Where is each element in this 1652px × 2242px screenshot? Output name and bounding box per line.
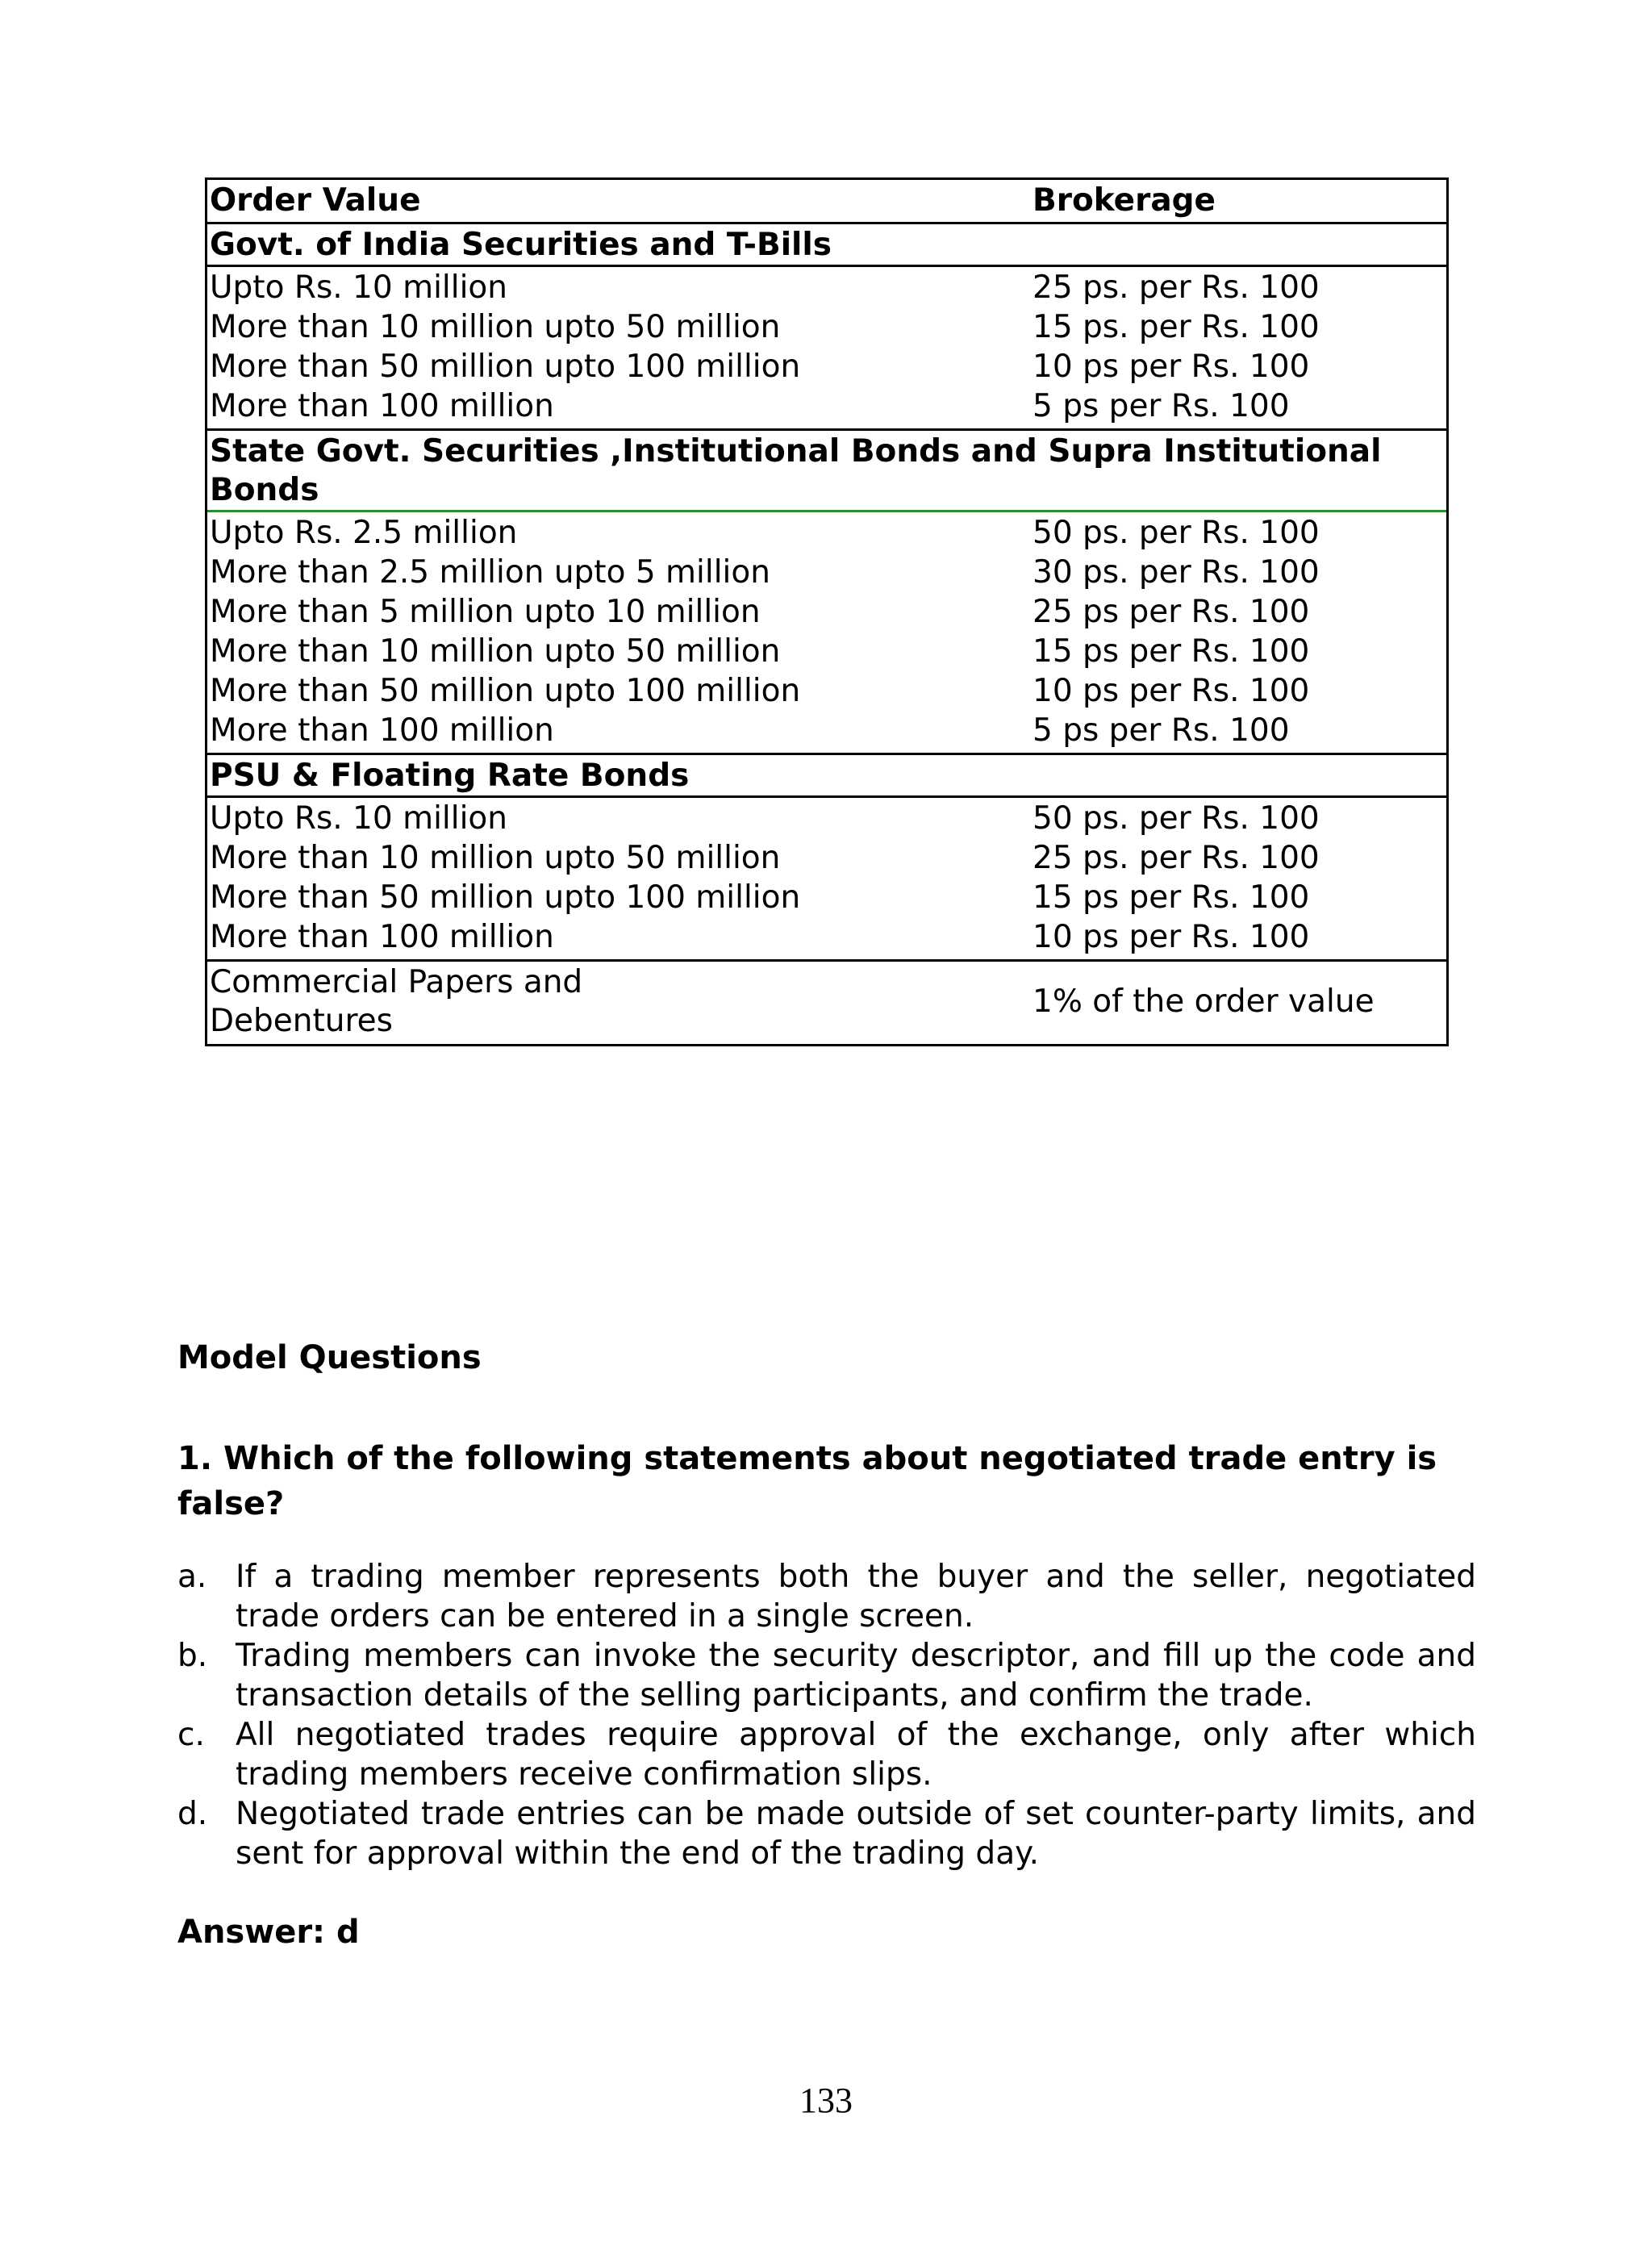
table-row bbox=[210, 918, 1444, 958]
brokerage-cell: 10 ps per Rs. 100 bbox=[1032, 349, 1310, 385]
table-row bbox=[210, 672, 1444, 712]
table-row bbox=[210, 712, 1444, 751]
section-title-text: Govt. of India Securities and T-Bills bbox=[210, 227, 832, 263]
section-title-text: PSU & Floating Rate Bonds bbox=[210, 758, 690, 794]
section-title-text: State Govt. Securities ,Institutional Bonds and Supra Institutional Bonds bbox=[210, 433, 1382, 508]
section-title bbox=[207, 224, 1446, 267]
order-value-cell: More than 100 million bbox=[210, 388, 554, 424]
option-a bbox=[177, 1557, 1476, 1636]
table-row bbox=[210, 800, 1444, 839]
order-value-cell: Upto Rs. 10 million bbox=[210, 269, 507, 306]
table-row bbox=[210, 593, 1444, 633]
brokerage-cell: 50 ps. per Rs. 100 bbox=[1032, 800, 1320, 837]
brokerage-cell: 1% of the order value bbox=[1032, 983, 1375, 1020]
order-value-cell: More than 50 million upto 100 million bbox=[210, 673, 801, 709]
table-row bbox=[210, 514, 1444, 553]
header-order-value: Order Value bbox=[210, 182, 421, 219]
brokerage-cell: 10 ps per Rs. 100 bbox=[1032, 919, 1310, 955]
order-value-cell: More than 10 million upto 50 million bbox=[210, 309, 781, 345]
order-value-cell: More than 50 million upto 100 million bbox=[210, 349, 801, 385]
brokerage-cell: 25 ps. per Rs. 100 bbox=[1032, 269, 1320, 306]
order-value-cell: More than 50 million upto 100 million bbox=[210, 879, 801, 916]
table-row bbox=[210, 839, 1444, 879]
option-text: All negotiated trades require approval of the exchange, only after which trading members receive confirmation slips. bbox=[236, 1717, 1476, 1793]
table-header bbox=[207, 180, 1446, 224]
option-d bbox=[177, 1794, 1476, 1873]
table-row bbox=[210, 269, 1444, 308]
header-brokerage: Brokerage bbox=[1032, 182, 1216, 219]
table-row-commercial-papers bbox=[207, 962, 1446, 1044]
option-text: Negotiated trade entries can be made outside of set counter-party limits, and sent for approval within the end of the trading day. bbox=[236, 1796, 1476, 1872]
brokerage-cell: 25 ps per Rs. 100 bbox=[1032, 594, 1310, 630]
option-letter: a. bbox=[177, 1559, 207, 1595]
brokerage-cell: 10 ps per Rs. 100 bbox=[1032, 673, 1310, 709]
section-rows bbox=[207, 267, 1446, 431]
order-value-cell: Commercial Papers and Debentures bbox=[210, 964, 583, 1039]
option-text: If a trading member represents both the buyer and the seller, negotiated trade orders can be entered in a single screen. bbox=[236, 1559, 1476, 1635]
table-row bbox=[210, 633, 1444, 672]
order-value-cell: More than 2.5 million upto 5 million bbox=[210, 554, 770, 591]
brokerage-cell: 5 ps per Rs. 100 bbox=[1032, 712, 1290, 749]
option-c bbox=[177, 1715, 1476, 1794]
table-row bbox=[210, 879, 1444, 918]
page-number: 133 bbox=[799, 2081, 853, 2120]
order-value-cell: More than 5 million upto 10 million bbox=[210, 594, 761, 630]
option-text: Trading members can invoke the security descriptor, and fill up the code and transaction details of the selling participants, and confirm the trade. bbox=[236, 1638, 1476, 1714]
section-title bbox=[207, 431, 1446, 512]
brokerage-cell: 15 ps. per Rs. 100 bbox=[1032, 309, 1320, 345]
table-row bbox=[210, 387, 1444, 427]
option-letter: c. bbox=[177, 1717, 205, 1753]
option-b bbox=[177, 1636, 1476, 1715]
order-value-cell: More than 100 million bbox=[210, 919, 554, 955]
order-value-cell: Upto Rs. 10 million bbox=[210, 800, 507, 837]
order-value-cell: More than 10 million upto 50 million bbox=[210, 840, 781, 876]
brokerage-table bbox=[205, 177, 1449, 1046]
table-row bbox=[210, 308, 1444, 348]
brokerage-cell: 15 ps per Rs. 100 bbox=[1032, 633, 1310, 670]
model-questions-heading: Model Questions bbox=[177, 1339, 482, 1376]
brokerage-cell: 5 ps per Rs. 100 bbox=[1032, 388, 1290, 424]
section-rows bbox=[207, 798, 1446, 962]
table-row bbox=[210, 553, 1444, 593]
brokerage-cell: 30 ps. per Rs. 100 bbox=[1032, 554, 1320, 591]
section-title bbox=[207, 755, 1446, 798]
table-row bbox=[210, 348, 1444, 387]
order-value-cell: More than 100 million bbox=[210, 712, 554, 749]
order-value-cell: Upto Rs. 2.5 million bbox=[210, 515, 518, 551]
brokerage-cell: 50 ps. per Rs. 100 bbox=[1032, 515, 1320, 551]
section-rows bbox=[207, 512, 1446, 755]
brokerage-cell: 25 ps. per Rs. 100 bbox=[1032, 840, 1320, 876]
order-value-cell: More than 10 million upto 50 million bbox=[210, 633, 781, 670]
option-letter: b. bbox=[177, 1638, 208, 1674]
answer-options bbox=[177, 1557, 1476, 1873]
brokerage-cell: 15 ps per Rs. 100 bbox=[1032, 879, 1310, 916]
answer-text: Answer: d bbox=[177, 1914, 360, 1951]
option-letter: d. bbox=[177, 1796, 208, 1832]
question-text: 1. Which of the following statements about negotiated trade entry is false? bbox=[177, 1440, 1437, 1522]
